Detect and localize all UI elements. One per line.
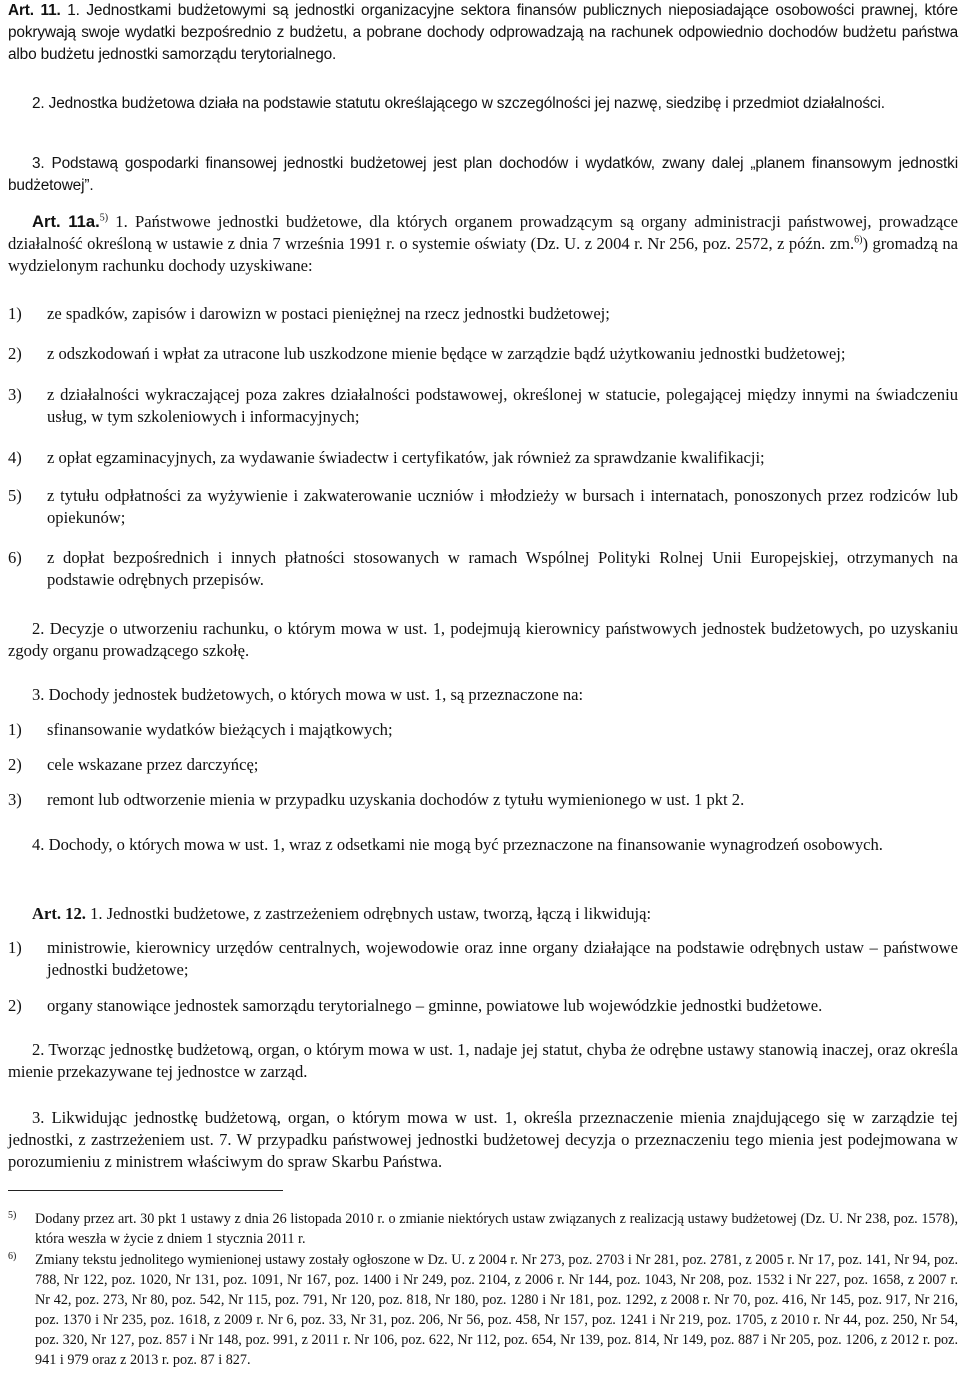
art11-para-2: 2. Jednostka budżetowa działa na podstawie statutu określającego w szczególności jej nazwę, siedzibę i przedmiot działalności. bbox=[32, 95, 885, 112]
art12-para-3: 3. Likwidując jednostkę budżetową, organ, o którym mowa w ust. 1, określa przeznaczenie mienia znajdującego się w zarządzie tej jednostki, z zastrzeżeniem ust. 7. W przypadku państwowej jednostki budżetowej decyzja o przeznaczeniu tego mienia jest podejmowana w porozumieniu z ministrem właściwym do spraw Skarbu Państwa. bbox=[8, 1108, 958, 1171]
art12-para-1 bbox=[8, 903, 958, 925]
list-item-number: 3) bbox=[8, 790, 22, 809]
list-item-text: z tytułu odpłatności za wyżywienie i zakwaterowanie uczniów i młodzieży w bursach i internatach, ponoszonych przez rodziców lub opiekunów; bbox=[47, 486, 958, 527]
list-item-number: 2) bbox=[8, 344, 22, 363]
art11a-heading: Art. 11a. bbox=[32, 212, 100, 231]
art11a-para-1-text: 1. Państwowe jednostki budżetowe, dla których organem prowadzącym są organy administracji państwowej, prowadzące działalność określoną w ustawie z dnia 7 września 1991 r. o systemie oświaty (Dz. U. z 2004 r. Nr 256, poz. 2572, z późn. zm. bbox=[8, 212, 958, 253]
art11a-para-4: 4. Dochody, o których mowa w ust. 1, wraz z odsetkami nie mogą być przeznaczone na finansowanie wynagrodzeń osobowych. bbox=[32, 835, 883, 854]
art11a-para-2: 2. Decyzje o utworzeniu rachunku, o którym mowa w ust. 1, podejmują kierownicy państwowych jednostek budżetowych, po uzyskaniu zgody organu prowadzącego szkołę. bbox=[8, 619, 958, 660]
list-item-text: ze spadków, zapisów i darowizn w postaci pieniężnej na rzecz jednostki budżetowej; bbox=[47, 304, 610, 323]
list-item bbox=[8, 485, 958, 529]
art11a-para-1-text-end: ) gromadzą na wydzielonym rachunku dochody uzyskiwane: bbox=[8, 234, 959, 275]
list-item-text: ministrowie, kierownicy urzędów centralnych, wojewodowie oraz inne organy działające na podstawie odrębnych ustaw – państwowe jednostki budżetowe; bbox=[47, 938, 958, 979]
list-item-number: 1) bbox=[8, 938, 22, 957]
list-item-number: 6) bbox=[8, 548, 22, 567]
art12-para-2: 2. Tworząc jednostkę budżetową, organ, o którym mowa w ust. 1, nadaje jej statut, chyba że odrębne ustawy stanowią inaczej, oraz określa mienie przekazywane tej jednostce w zarząd. bbox=[8, 1040, 958, 1081]
footnote-5 bbox=[8, 1209, 958, 1249]
footnote-text: Zmiany tekstu jednolitego wymienionej ustawy zostały ogłoszone w Dz. U. z 2004 r. Nr 273, poz. 2703 i Nr 281, poz. 2781, z 2005 r. Nr 17, poz. 141, Nr 94, poz. 788, Nr 122, poz. 1020, Nr 131, poz. 1091, Nr 167, poz. 1400 i Nr 249, poz. 2104, z 2006 r. Nr 144, poz. 1043, Nr 208, poz. 1532 i Nr 227, poz. 1658, z 2007 r. Nr 42, poz. 273, Nr 80, poz. 542, Nr 115, poz. 791, Nr 120, poz. 818, Nr 180, poz. 1280 i Nr 181, poz. 1292, z 2008 r. Nr 70, poz. 416, Nr 145, poz. 917, Nr 216, poz. 1370 i Nr 235, poz. 1618, z 2009 r. Nr 6, poz. 33, Nr 31, poz. 206, Nr 56, poz. 458, Nr 157, poz. 1241 i Nr 219, poz. 1705, z 2010 r. Nr 44, poz. 250, Nr 54, poz. 320, Nr 127, poz. 857 i Nr 148, poz. 991, z 2011 r. Nr 106, poz. 622, Nr 112, poz. 654, Nr 139, poz. 814, Nr 149, poz. 887 i Nr 205, poz. 1206, z 2012 r. poz. 941 i 979 oraz z 2013 r. poz. 87 i 827. bbox=[35, 1252, 958, 1368]
list-item-text: z działalności wykraczającej poza zakres działalności podstawowej, określonej w statucie, polegającej między innymi na świadczeniu usług, w tym szkoleniowych i informacyjnych; bbox=[47, 385, 958, 426]
list-item-text: z odszkodowań i wpłat za utracone lub uszkodzone mienie będące w zarządzie bądź użytkowaniu jednostki budżetowej; bbox=[47, 344, 846, 363]
list-item-text: z dopłat bezpośrednich i innych płatności stosowanych w ramach Wspólnej Polityki Rolnej Unii Europejskiej, otrzymanych na podstawie odrębnych przepisów. bbox=[47, 548, 958, 589]
list-item bbox=[8, 719, 958, 741]
list-item bbox=[8, 447, 958, 469]
list-item-number: 2) bbox=[8, 755, 22, 774]
list-item bbox=[8, 303, 958, 325]
list-item bbox=[8, 995, 958, 1017]
list-item-text: remont lub odtworzenie mienia w przypadku uzyskania dochodów z tytułu wymienionego w ust. 1 pkt 2. bbox=[47, 790, 745, 809]
list-item-number: 5) bbox=[8, 486, 22, 505]
list-item-number: 4) bbox=[8, 448, 22, 467]
art12-para-1-text: 1. Jednostki budżetowe, z zastrzeżeniem odrębnych ustaw, tworzą, łączą i likwidują: bbox=[90, 904, 652, 923]
list-item-number: 2) bbox=[8, 996, 22, 1015]
art11-para-1-number: 1. bbox=[67, 2, 80, 19]
list-item-number: 1) bbox=[8, 304, 22, 323]
list-item-text: z opłat egzaminacyjnych, za wydawanie świadectw i certyfikatów, jak również za sprawdzanie kwalifikacji; bbox=[47, 448, 765, 467]
art11-para-1 bbox=[8, 0, 958, 66]
footnote-ref-6: 6) bbox=[854, 234, 863, 246]
list-item bbox=[8, 789, 958, 811]
footnote-number: 6) bbox=[8, 1251, 17, 1262]
art11a-para-3: 3. Dochody jednostek budżetowych, o których mowa w ust. 1, są przeznaczone na: bbox=[32, 685, 584, 704]
list-item bbox=[8, 547, 958, 591]
list-item bbox=[8, 343, 958, 365]
list-item bbox=[8, 754, 958, 776]
list-item-text: organy stanowiące jednostek samorządu terytorialnego – gminne, powiatowe lub wojewódzkie jednostki budżetowe. bbox=[47, 996, 823, 1015]
list-item bbox=[8, 384, 958, 428]
footnote-6 bbox=[8, 1250, 958, 1370]
list-item-text: sfinansowanie wydatków bieżących i majątkowych; bbox=[47, 720, 393, 739]
art11a-para-1 bbox=[8, 211, 958, 277]
footnote-number: 5) bbox=[8, 1210, 17, 1221]
footnote-text: Dodany przez art. 30 pkt 1 ustawy z dnia 26 listopada 2010 r. o zmianie niektórych ustaw związanych z realizacją ustawy budżetowej (Dz. U. Nr 238, poz. 1578), która weszła w życie z dniem 1 stycznia 2011 r. bbox=[35, 1211, 958, 1247]
footnote-separator bbox=[8, 1190, 283, 1191]
footnote-ref-5: 5) bbox=[99, 212, 109, 224]
art11-heading: Art. 11. bbox=[8, 2, 61, 19]
list-item-number: 1) bbox=[8, 720, 22, 739]
list-item-text: cele wskazane przez darczyńcę; bbox=[47, 755, 259, 774]
art11-para-1-text: Jednostkami budżetowymi są jednostki organizacyjne sektora finansów publicznych nieposiadające osobowości prawnej, które pokrywają swoje wydatki bezpośrednio z budżetu, a pobrane dochody odprowadzają na rachunek odpowiednio dochodów budżetu państwa albo budżetu jednostki samorządu terytorialnego. bbox=[8, 2, 958, 63]
list-item bbox=[8, 937, 958, 981]
art11-para-3: 3. Podstawą gospodarki finansowej jednostki budżetowej jest plan dochodów i wydatków, zwany dalej „planem finansowym jednostki budżetowej”. bbox=[8, 155, 958, 194]
list-item-number: 3) bbox=[8, 385, 22, 404]
art12-heading: Art. 12. bbox=[32, 904, 86, 923]
